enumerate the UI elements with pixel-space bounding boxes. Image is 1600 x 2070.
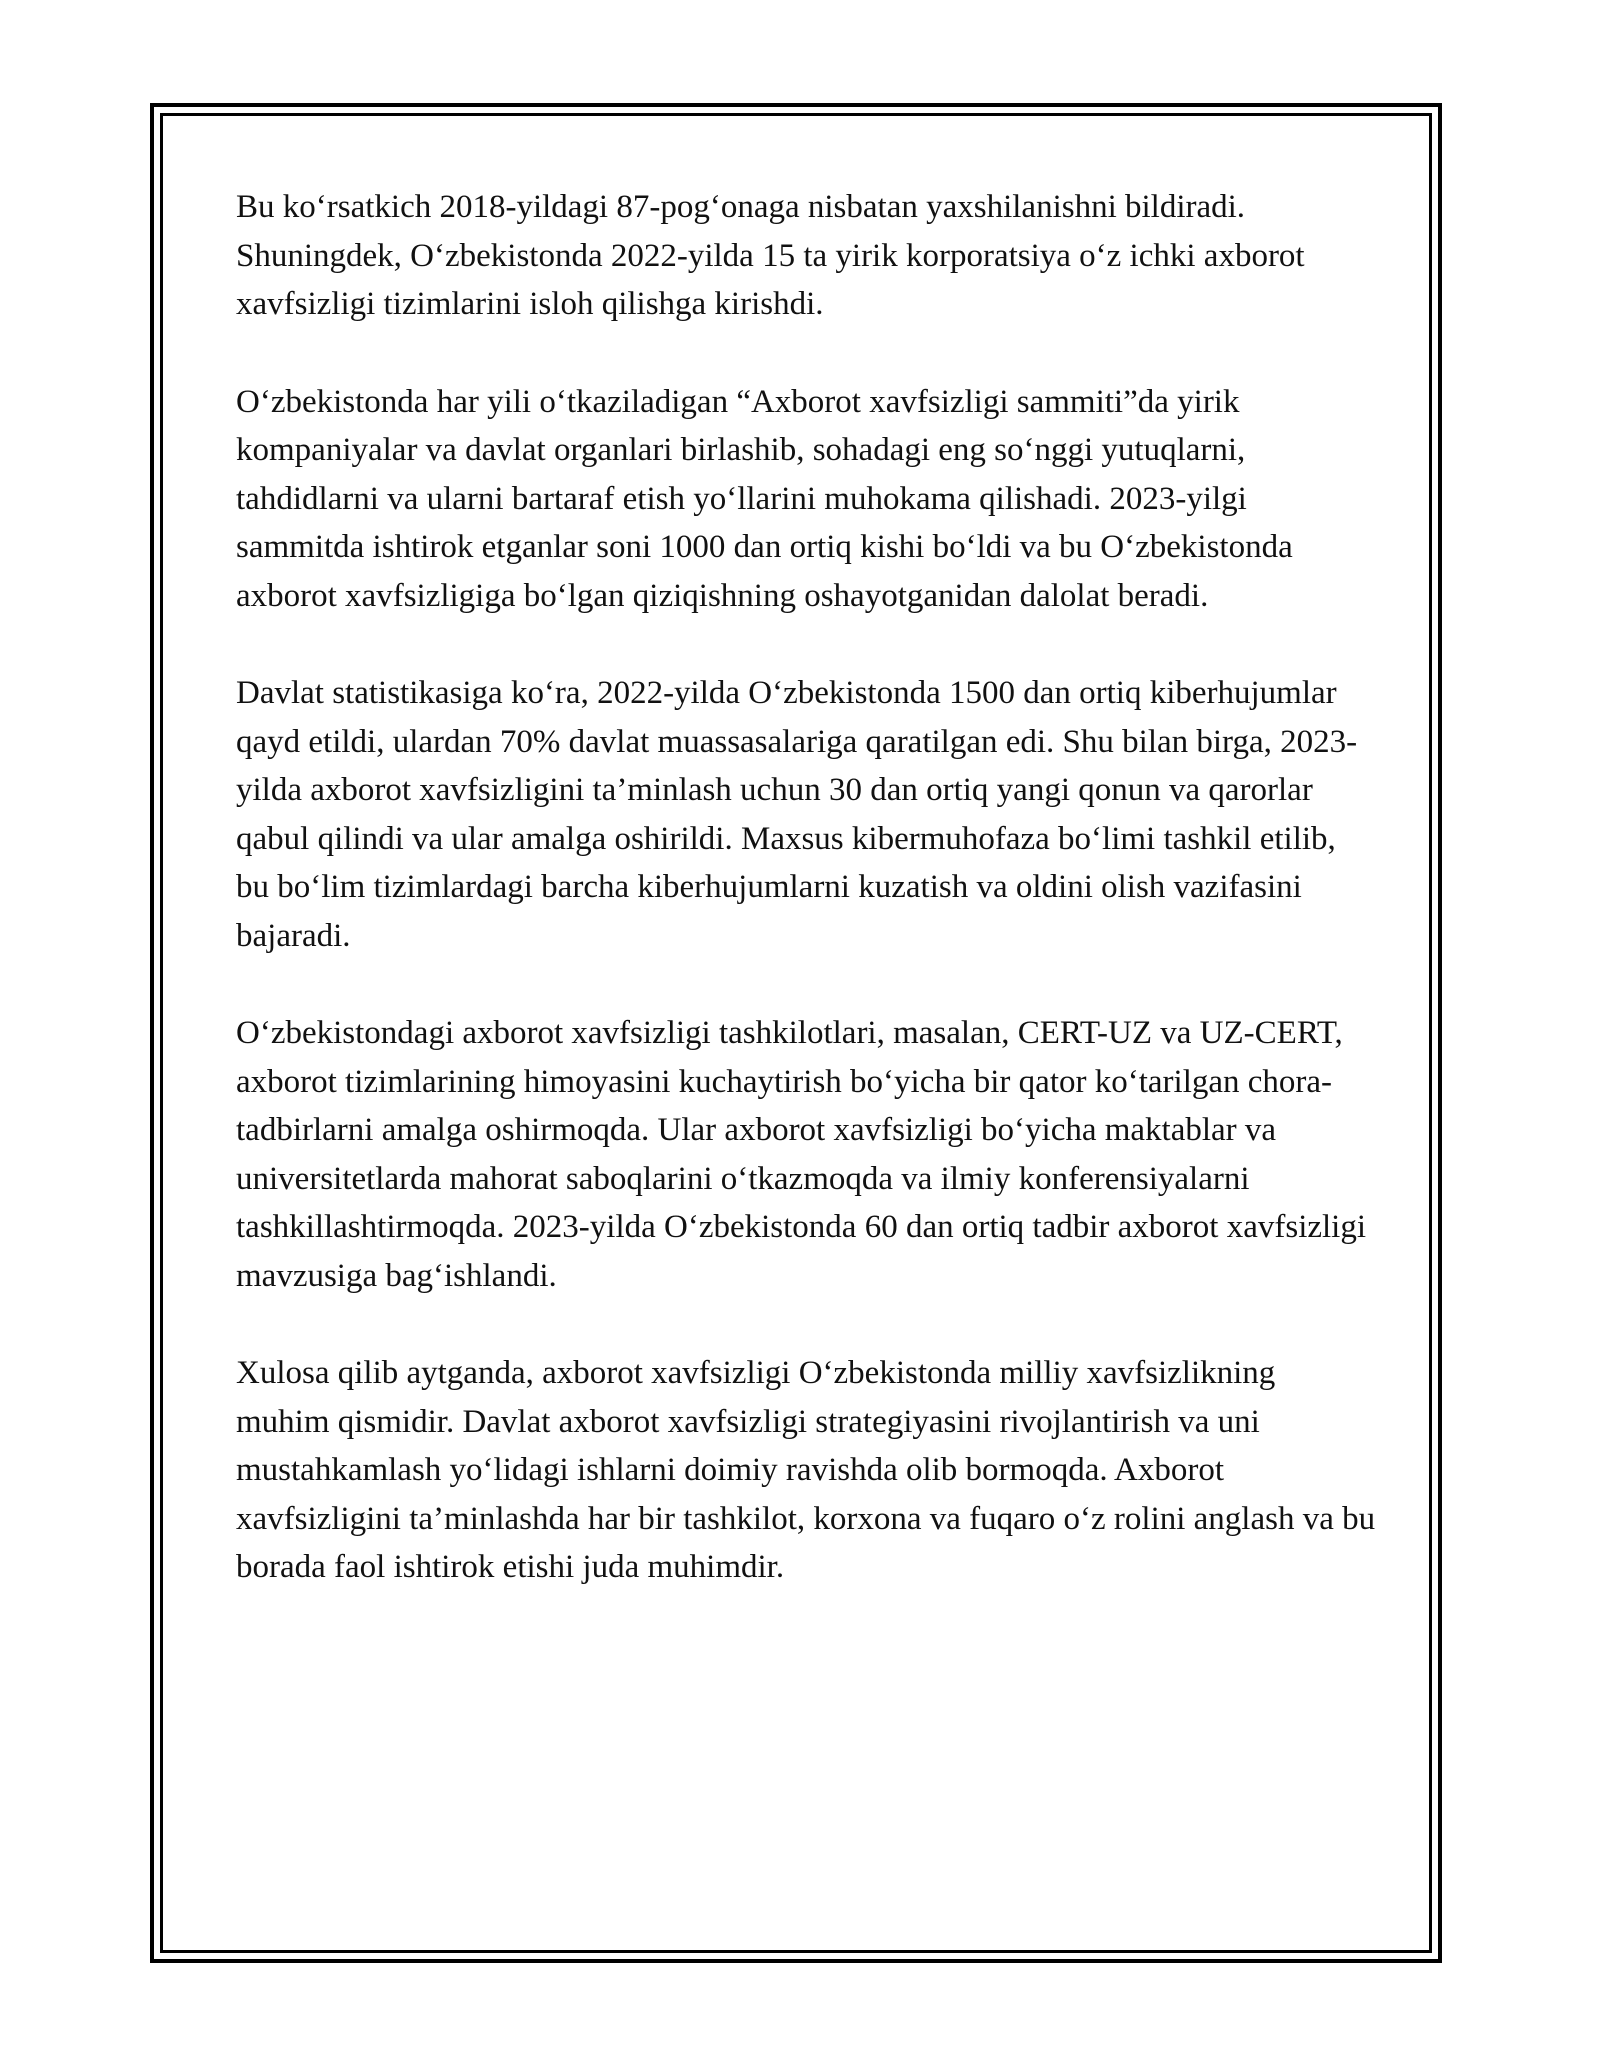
paragraph-3: Davlat statistikasiga ko‘ra, 2022-yilda O‘zbekistonda 1500 dan ortiq kiberhujumlar qayd etildi, ulardan 70% davlat muassasalariga qaratilgan edi. Shu bilan birga, 2023-yilda axborot xavfsizligini ta’minlash uchun 30 dan ortiq yangi qonun va qarorlar qabul qilindi va ular amalga oshirildi. Maxsus kibermuhofaza bo‘limi tashkil etilib, bu bo‘lim tizimlardagi barcha kiberhujumlarni kuzatish va oldini olish vazifasini bajaradi.	[236, 675, 1358, 954]
paragraph-1: Bu ko‘rsatkich 2018-yildagi 87-pog‘onaga nisbatan yaxshilanishni bildiradi. Shuningdek, O‘zbekistonda 2022-yilda 15 ta yirik korporatsiya o‘z ichki axborot xavfsizligi tizimlarini isloh qilishga kirishdi.	[236, 189, 1305, 322]
paragraph-2: O‘zbekistonda har yili o‘tkaziladigan “Axborot xavfsizligi sammiti”da yirik kompaniyalar va davlat organlari birlashib, sohadagi eng so‘nggi yutuqlarni, tahdidlarni va ularni bartaraf etish yo‘llarini muhokama qilishadi. 2023-yilgi sammitda ishtirok etganlar soni 1000 dan ortiq kishi bo‘ldi va bu O‘zbekistonda axborot xavfsizligiga bo‘lgan qiziqishning oshayotganidan dalolat beradi.	[236, 383, 1293, 614]
document-body	[236, 183, 1376, 1641]
paragraph-4: O‘zbekistondagi axborot xavfsizligi tashkilotlari, masalan, CERT-UZ va UZ-CERT, axborot tizimlarining himoyasini kuchaytirish bo‘yicha bir qator ko‘tarilgan chora-tadbirlarni amalga oshirmoqda. Ular axborot xavfsizligi bo‘yicha maktablar va universitetlarda mahorat saboqlarini o‘tkazmoqda va ilmiy konferensiyalarni tashkillashtirmoqda. 2023-yilda O‘zbekistonda 60 dan ortiq tadbir axborot xavfsizligi mavzusiga bag‘ishlandi.	[236, 1015, 1367, 1294]
paragraph-5: Xulosa qilib aytganda, axborot xavfsizligi O‘zbekistonda milliy xavfsizlikning muhim qismidir. Davlat axborot xavfsizligi strategiyasini rivojlantirish va uni mustahkamlash yo‘lidagi ishlarni doimiy ravishda olib bormoqda. Axborot xavfsizligini ta’minlashda har bir tashkilot, korxona va fuqaro o‘z rolini anglash va bu borada faol ishtirok etishi juda muhimdir.	[236, 1355, 1376, 1585]
